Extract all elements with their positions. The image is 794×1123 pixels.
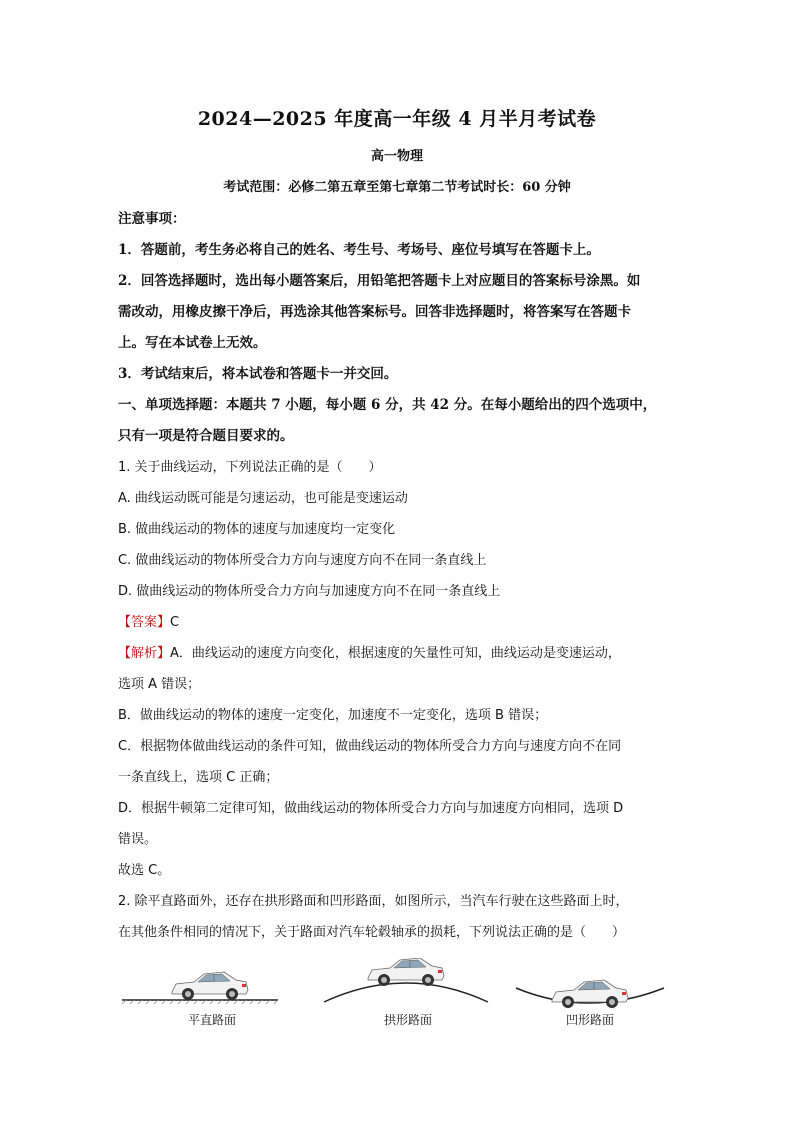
question-1-answer: [118, 607, 678, 638]
analysis-line: 故选 C。: [118, 863, 171, 878]
notice-heading: 注意事项：: [118, 211, 186, 227]
concave-road: [516, 980, 664, 1008]
notice-line: 需改动，用橡皮擦干净后，再选涂其他答案标号。回答非选择题时，将答案写在答题卡: [118, 304, 631, 320]
question-1-option-a: A. 曲线运动既可能是匀速运动，也可能是变速运动: [118, 491, 408, 506]
car-flat: [172, 972, 248, 1000]
analysis-line: A．曲线运动的速度方向变化，根据速度的矢量性可知，曲线运动是变速运动，: [170, 646, 621, 661]
exam-body: [118, 204, 678, 948]
section-heading: 一、单项选择题：本题共 7 小题，每小题 6 分，共 42 分。在每小题给出的四个选项中，: [118, 397, 657, 413]
analysis-line: 选项 A 错误；: [118, 677, 201, 692]
question-1-analysis: [118, 638, 678, 669]
notice-line: 1．答题前，考生务必将自己的姓名、考生号、考场号、座位号填写在答题卡上。: [118, 242, 600, 258]
analysis-line: 错误。: [118, 832, 158, 847]
question-2-stem-cont: 在其他条件相同的情况下，关于路面对汽车轮毂轴承的损耗，下列说法正确的是（ ）: [118, 925, 626, 940]
question-1-option-d: D. 做曲线运动的物体所受合力方向与加速度方向不在同一条直线上: [118, 584, 501, 599]
exam-subject: 高一物理: [370, 149, 423, 164]
label-concave-road: 凹形路面: [565, 1013, 615, 1027]
exam-title: 2024—2025 年度高一年级 4 月半月考试卷: [197, 108, 597, 130]
analysis-line: 一条直线上，选项 C 正确；: [118, 770, 279, 785]
section-heading-cont: 只有一项是符合题目要求的。: [118, 428, 294, 444]
exam-scope: 考试范围：必修二第五章至第七章第二节考试时长：60 分钟: [223, 180, 571, 195]
question-1-option-c: C. 做曲线运动的物体所受合力方向与速度方向不在同一条直线上: [118, 553, 487, 568]
road-figure-svg: [118, 958, 678, 1030]
car-arched: [368, 958, 444, 986]
analysis-line: D．根据牛顿第二定律可知，做曲线运动的物体所受合力方向与加速度方向相同，选项 D: [118, 801, 624, 816]
road-figure: [118, 958, 678, 1030]
analysis-label: 【解析】: [118, 646, 171, 661]
question-1-option-b: B. 做曲线运动的物体的速度与加速度均一定变化: [118, 522, 396, 537]
notice-line: 3．考试结束后，将本试卷和答题卡一并交回。: [118, 366, 398, 382]
analysis-line: C．根据物体做曲线运动的条件可知，做曲线运动的物体所受合力方向与速度方向不在同: [118, 739, 622, 754]
question-1-stem: 1. 关于曲线运动，下列说法正确的是（ ）: [118, 460, 382, 475]
label-arched-road: 拱形路面: [383, 1013, 433, 1027]
answer-label: 【答案】: [118, 615, 171, 630]
arched-road: [324, 958, 488, 1002]
answer-value: C: [170, 615, 180, 630]
car-concave: [552, 980, 628, 1008]
notice-line: 2．回答选择题时，选出每小题答案后，用铅笔把答题卡上对应题目的答案标号涂黑。如: [118, 273, 641, 289]
notice-line: 上。写在本试卷上无效。: [118, 335, 267, 351]
analysis-line: B．做曲线运动的物体的速度一定变化，加速度不一定变化，选项 B 错误；: [118, 708, 548, 723]
label-flat-road: 平直路面: [187, 1013, 237, 1027]
flat-road: [122, 972, 278, 1004]
question-2-stem: 2. 除平直路面外，还存在拱形路面和凹形路面，如图所示，当汽车行驶在这些路面上时，: [118, 894, 629, 909]
